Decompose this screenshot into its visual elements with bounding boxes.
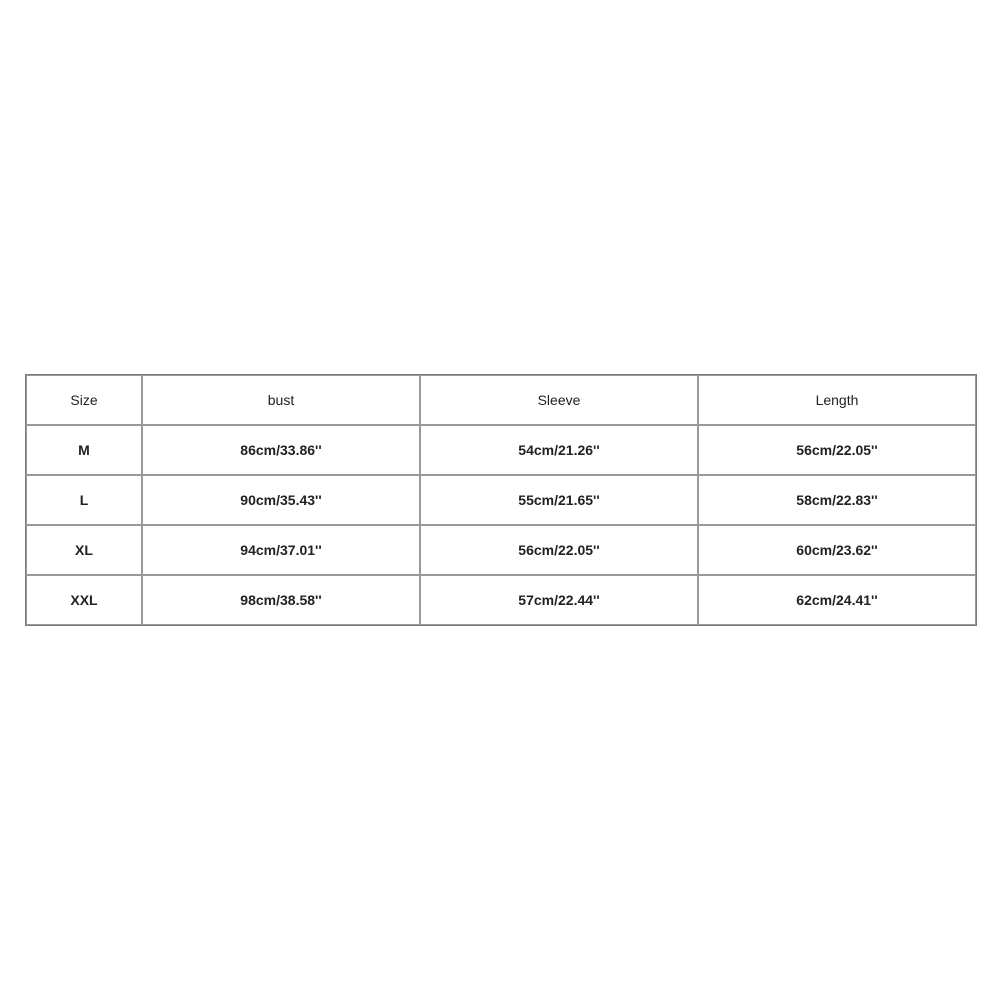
cell-sleeve: 57cm/22.44'' [420,575,698,625]
cell-size: M [26,425,142,475]
cell-sleeve: 56cm/22.05'' [420,525,698,575]
cell-bust: 98cm/38.58'' [142,575,420,625]
cell-sleeve: 54cm/21.26'' [420,425,698,475]
cell-length: 62cm/24.41'' [698,575,976,625]
header-sleeve: Sleeve [420,375,698,425]
header-bust: bust [142,375,420,425]
cell-sleeve: 55cm/21.65'' [420,475,698,525]
table-header-row [26,375,976,425]
table-row [26,425,976,475]
header-length: Length [698,375,976,425]
table-row [26,475,976,525]
cell-length: 60cm/23.62'' [698,525,976,575]
cell-length: 56cm/22.05'' [698,425,976,475]
header-size: Size [26,375,142,425]
size-chart-table [25,374,977,626]
table-row [26,525,976,575]
cell-length: 58cm/22.83'' [698,475,976,525]
cell-bust: 86cm/33.86'' [142,425,420,475]
table-row [26,575,976,625]
cell-bust: 90cm/35.43'' [142,475,420,525]
cell-size: XXL [26,575,142,625]
cell-bust: 94cm/37.01'' [142,525,420,575]
cell-size: L [26,475,142,525]
cell-size: XL [26,525,142,575]
